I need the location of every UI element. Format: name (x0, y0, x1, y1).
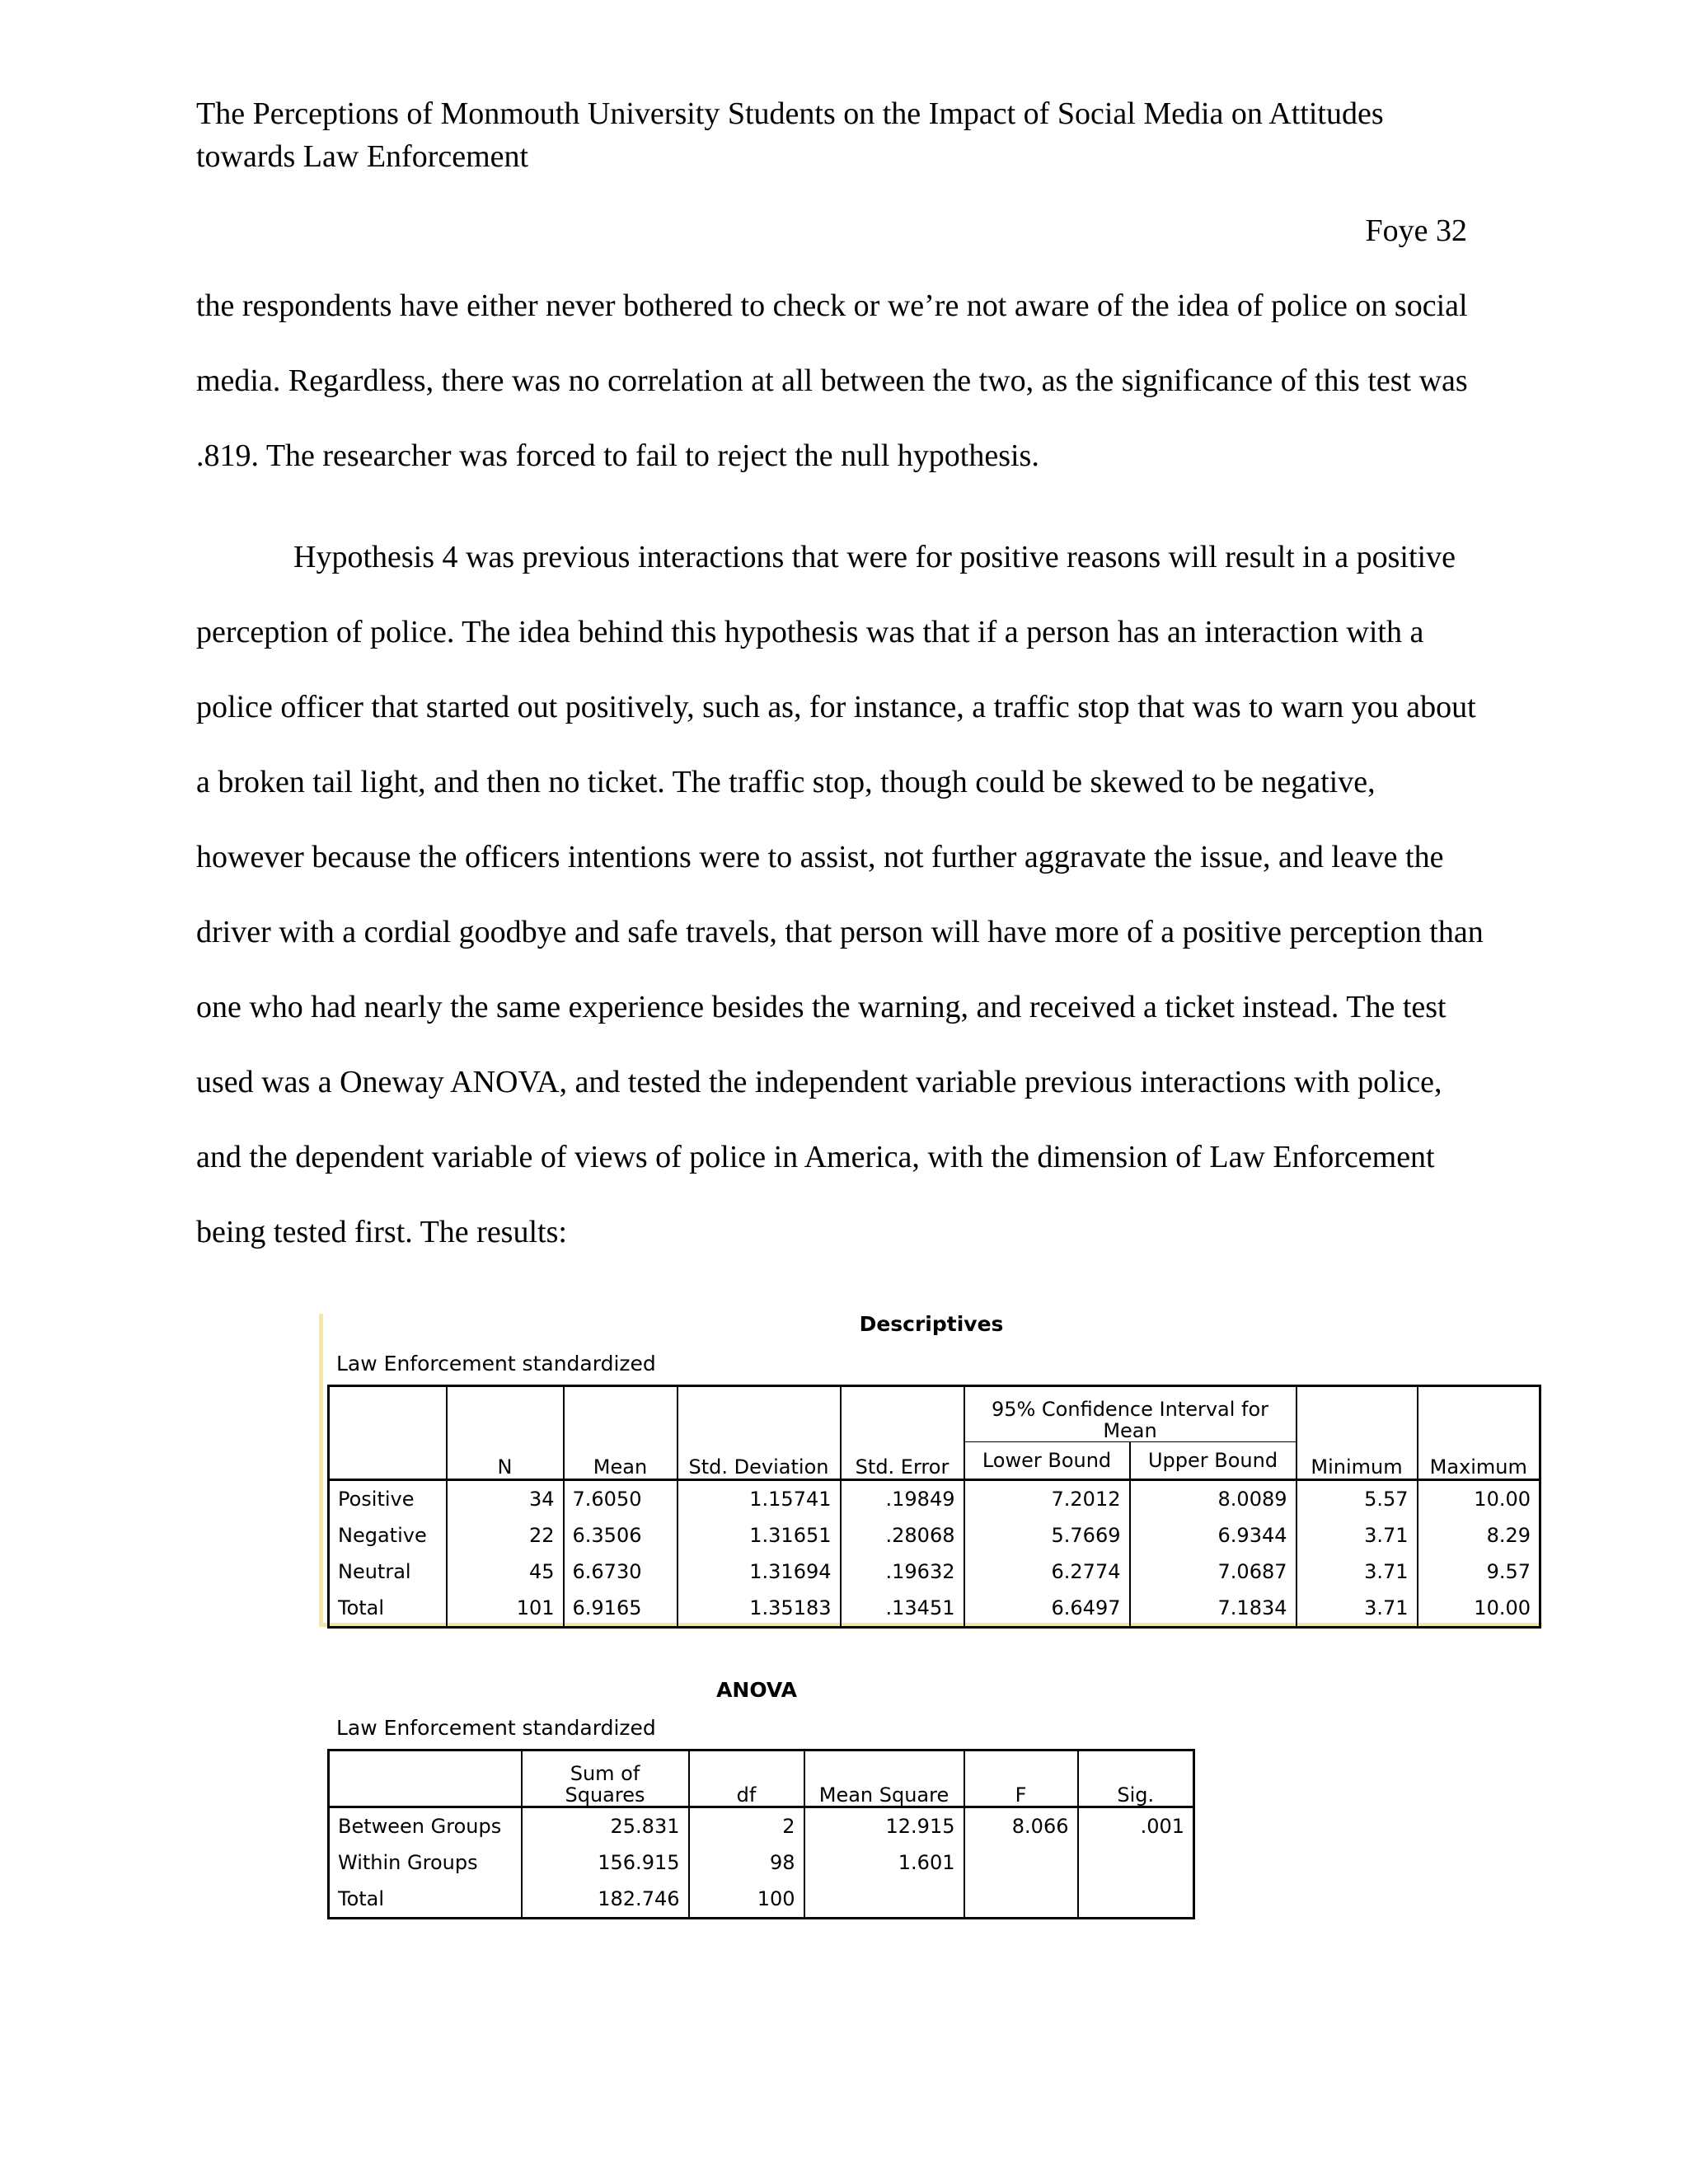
col-header-sig: Sig. (1078, 1750, 1194, 1807)
col-header-std-error: Std. Error (855, 1455, 950, 1479)
running-header (196, 92, 1482, 178)
descriptives-subtitle: Law Enforcement standardized (336, 1352, 656, 1376)
col-header-sum-of-squares: Sum of Squares (522, 1750, 689, 1807)
descriptives-corner-cell (329, 1386, 447, 1480)
table-cell: 25.831 (522, 1807, 689, 1845)
descriptives-header-row-1 (329, 1386, 1540, 1442)
table-cell: 1.31694 (678, 1554, 841, 1590)
anova-title: ANOVA (716, 1678, 797, 1702)
table-cell: 6.2774 (964, 1554, 1130, 1590)
col-header-df: df (689, 1750, 804, 1807)
table-cell: .19632 (841, 1554, 964, 1590)
table-cell: 8.29 (1418, 1517, 1540, 1554)
table-cell: 6.9165 (564, 1590, 678, 1628)
anova-header-row (329, 1750, 1194, 1807)
table-cell: .001 (1078, 1807, 1194, 1845)
row-label-negative: Negative (329, 1517, 447, 1554)
col-header-maximum: Maximum (1429, 1455, 1527, 1479)
table-cell: .13451 (841, 1590, 964, 1628)
table-cell: 6.3506 (564, 1517, 678, 1554)
table-cell: 7.2012 (964, 1480, 1130, 1518)
anova-corner-cell (329, 1750, 522, 1807)
table-cell: 1.35183 (678, 1590, 841, 1628)
table-cell (1078, 1881, 1194, 1919)
table-row (329, 1554, 1540, 1590)
table-cell: 7.6050 (564, 1480, 678, 1518)
col-header-std-deviation: Std. Deviation (688, 1455, 829, 1479)
col-header-confidence-interval: 95% Confidence Interval for Mean (964, 1386, 1296, 1442)
table-cell (964, 1844, 1078, 1881)
table-cell: 1.31651 (678, 1517, 841, 1554)
row-label-between-groups: Between Groups (329, 1807, 522, 1845)
row-label-positive: Positive (329, 1480, 447, 1518)
table-cell: 3.71 (1296, 1590, 1418, 1628)
table-cell: .19849 (841, 1480, 964, 1518)
row-label-total: Total (329, 1881, 522, 1919)
table-cell (964, 1881, 1078, 1919)
anova-subtitle: Law Enforcement standardized (336, 1716, 656, 1740)
table-cell: 2 (689, 1807, 804, 1845)
table-cell: 7.1834 (1130, 1590, 1296, 1628)
table-highlight-left (319, 1314, 323, 1627)
col-header-n: N (497, 1455, 513, 1479)
table-cell: 5.7669 (964, 1517, 1130, 1554)
table-row (329, 1590, 1540, 1628)
header-title-line-2: towards Law Enforcement (196, 139, 529, 174)
table-cell: 10.00 (1418, 1480, 1540, 1518)
table-cell: 6.6497 (964, 1590, 1130, 1628)
table-cell (1078, 1844, 1194, 1881)
col-header-lower-bound: Lower Bound (964, 1442, 1130, 1480)
anova-table (327, 1749, 1195, 1919)
paragraph-2 (196, 520, 1490, 1270)
table-cell: 5.57 (1296, 1480, 1418, 1518)
col-header-f: F (964, 1750, 1078, 1807)
table-row (329, 1844, 1194, 1881)
table-cell: 9.57 (1418, 1554, 1540, 1590)
row-label-total: Total (329, 1590, 447, 1628)
table-cell: 156.915 (522, 1844, 689, 1881)
table-row (329, 1807, 1194, 1845)
table-cell: 3.71 (1296, 1554, 1418, 1590)
table-cell: 7.0687 (1130, 1554, 1296, 1590)
table-row (329, 1517, 1540, 1554)
paragraph-1: the respondents have either never bothered to check or we’re not aware of the idea of police on social media. Regardless, there was no correlation at all between the two, as the significance of this test was .819. The researcher was forced to fail to reject the null hypothesis. (196, 288, 1468, 473)
table-cell: 12.915 (804, 1807, 964, 1845)
col-header-minimum: Minimum (1311, 1455, 1403, 1479)
table-cell: 34 (447, 1480, 564, 1518)
table-cell (804, 1881, 964, 1919)
col-header-mean: Mean (593, 1455, 648, 1479)
table-cell: 3.71 (1296, 1517, 1418, 1554)
header-title-line-1: The Perceptions of Monmouth University Students on the Impact of Social Media on Attitudes (196, 96, 1384, 131)
table-cell: 6.9344 (1130, 1517, 1296, 1554)
table-cell: 8.066 (964, 1807, 1078, 1845)
table-cell: 182.746 (522, 1881, 689, 1919)
table-cell: 8.0089 (1130, 1480, 1296, 1518)
row-label-neutral: Neutral (329, 1554, 447, 1590)
table-cell: 1.601 (804, 1844, 964, 1881)
table-cell: 10.00 (1418, 1590, 1540, 1628)
table-cell: 100 (689, 1881, 804, 1919)
descriptives-table (327, 1385, 1541, 1629)
table-cell: 1.15741 (678, 1480, 841, 1518)
table-cell: 101 (447, 1590, 564, 1628)
row-label-within-groups: Within Groups (329, 1844, 522, 1881)
descriptives-title: Descriptives (859, 1312, 1004, 1336)
page-number: Foye 32 (1365, 213, 1467, 248)
table-cell: 45 (447, 1554, 564, 1590)
table-row (329, 1881, 1194, 1919)
table-cell: 6.6730 (564, 1554, 678, 1590)
col-header-upper-bound: Upper Bound (1130, 1442, 1296, 1480)
table-cell: .28068 (841, 1517, 964, 1554)
col-header-mean-square: Mean Square (804, 1750, 964, 1807)
table-cell: 98 (689, 1844, 804, 1881)
table-row (329, 1480, 1540, 1518)
paragraph-2-text: Hypothesis 4 was previous interactions that were for positive reasons will result in a positive perception of police. The idea behind this hypothesis was that if a person has an interaction with a police officer that started out positively, such as, for instance, a traffic stop that was to warn you about a broken tail light, and then no ticket. The traffic stop, though could be skewed to be negative, however because the officers intentions were to assist, not further aggravate the issue, and leave the driver with a cordial goodbye and safe travels, that person will have more of a positive perception than one who had nearly the same experience besides the warning, and received a ticket instead. The test used was a Oneway ANOVA, and tested the independent variable previous interactions with police, and the dependent variable of views of police in America, with the dimension of Law Enforcement being tested first. The results: (196, 540, 1484, 1249)
table-cell: 22 (447, 1517, 564, 1554)
